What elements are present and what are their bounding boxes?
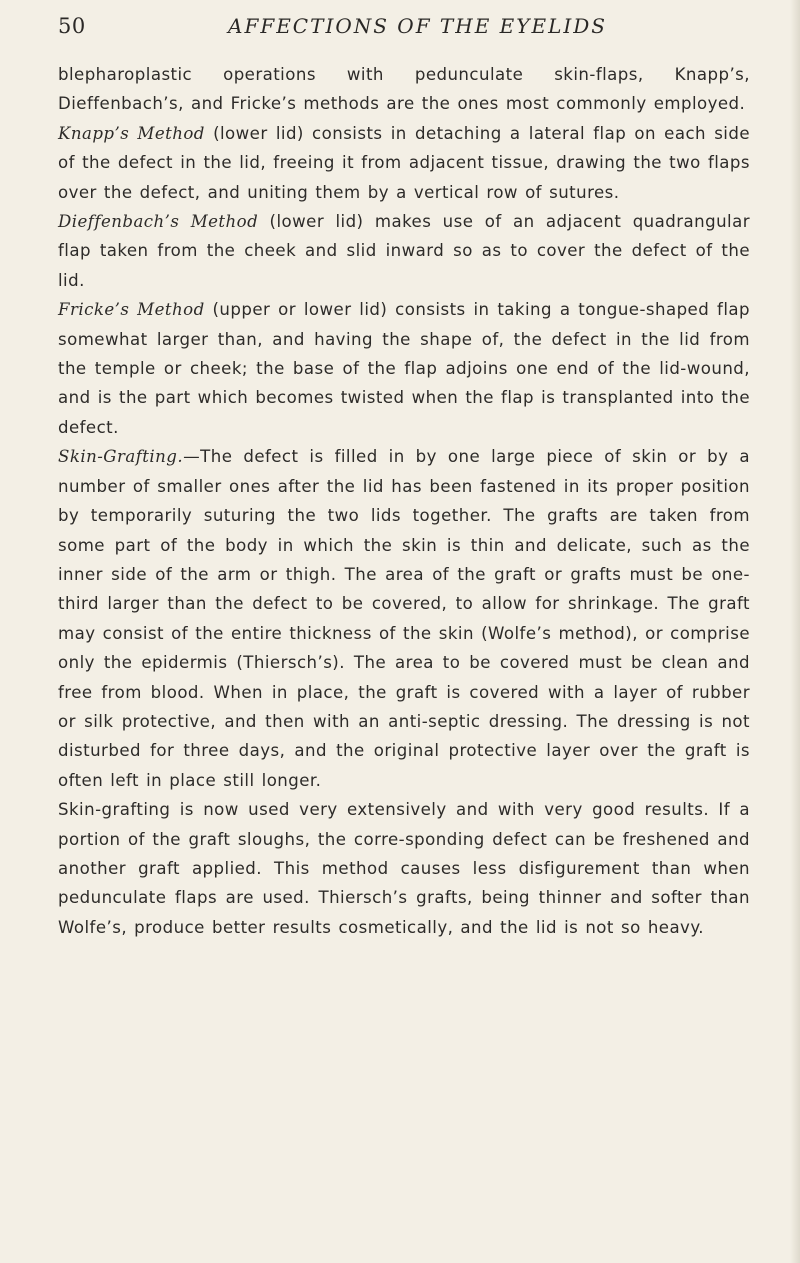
paragraph-term: Fricke’s Method <box>58 300 205 320</box>
paragraph-text: Skin-grafting is now used very extensively and with very good results. If a portion of the graft sloughs, the corre-sponding defect can be freshened and another graft applied. This method causes less disfigurement than when pedunculate flaps are used. Thiersch’s grafts, being thinner and softer than Wolfe’s, produce better results cosmetically, and the lid is not so heavy. <box>58 800 750 937</box>
running-header <box>58 14 748 46</box>
paragraph-text: (upper or lower lid) consists in taking a tongue-shaped flap somewhat larger than, and having the shape of, the defect in the lid from the temple or cheek; the base of the flap adjoins one end of the lid-wound, and is the part which becomes twisted when the flap is transplanted into the defect. <box>58 300 750 437</box>
page-number: 50 <box>58 14 86 38</box>
page-edge-shadow <box>790 0 800 1263</box>
paragraph-term: Knapp’s Method <box>58 123 205 143</box>
paragraph-skin-grafting <box>58 442 750 795</box>
paragraph-text: —The defect is filled in by one large piece of skin or by a number of smaller ones after the lid has been fastened in its proper position by temporarily suturing the two lids together. The grafts are taken from some part of the body in which the skin is thin and delicate, such as the inner side of the arm or thigh. The area of the graft or grafts must be one-third larger than the defect to be covered, to allow for shrinkage. The graft may consist of the entire thickness of the skin (Wolfe’s method), or comprise only the epidermis (Thiersch’s). The area to be covered must be clean and free from blood. When in place, the graft is covered with a layer of rubber or silk protective, and then with an anti-septic dressing. The dressing is not disturbed for three days, and the original protective layer over the graft is often left in place still longer. <box>58 447 750 790</box>
body-text <box>58 60 750 942</box>
paragraph-text: (lower lid) consists in detaching a lateral flap on each side of the defect in the lid, freeing it from adjacent tissue, drawing the two flaps over the defect, and uniting them by a vertical row of sutures. <box>58 123 750 202</box>
paragraph-text: (lower lid) makes use of an adjacent quadrangular flap taken from the cheek and slid inward so as to cover the defect of the lid. <box>58 212 751 290</box>
paragraph-intro <box>58 60 750 119</box>
paragraph-fricke-method <box>58 295 750 442</box>
paragraph-skin-grafting-results <box>58 795 750 942</box>
running-title: AFFECTIONS OF THE EYELIDS <box>228 14 607 38</box>
paragraph-text: blepharoplastic operations with pedunculate skin-flaps, Knapp’s, Dieffenbach’s, and Fricke’s methods are the ones most commonly employed. <box>58 65 750 114</box>
paragraph-term: Skin-Grafting. <box>58 447 184 467</box>
paragraph-knapp-method <box>58 119 750 207</box>
paragraph-dieffenbach-method <box>58 207 750 295</box>
paragraph-term: Dieffenbach’s Method <box>58 212 259 232</box>
